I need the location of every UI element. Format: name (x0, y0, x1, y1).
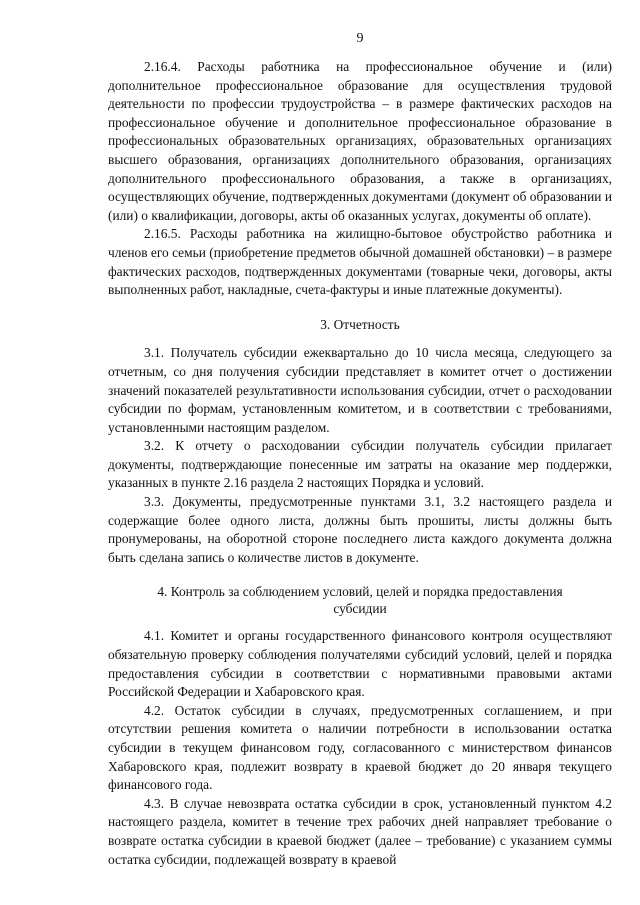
page-number: 9 (356, 31, 364, 46)
section-4-title-line2: субсидии (333, 601, 387, 617)
paragraph-3-2: 3.2. К отчету о расходовании субсидии получатель субсидии прилагает документы, подтверждающие понесенные им затраты на оказание мер поддержки, указанных в пункте 2.16 раздела 2 настоящих Порядка и условий. (108, 438, 612, 491)
section-4-title-line1: 4. Контроль за соблюдением условий, целей и порядка предоставления (157, 584, 563, 600)
paragraph-4-2: 4.2. Остаток субсидии в случаях, предусмотренных соглашением, и при отсутствии решения комитета о наличии потребности в использовании остатка субсидии в текущем финансовом году, согласованного с министерством финансов Хабаровского края, подлежит возврату в краевой бюджет до 20 января текущего финансового года. (108, 702, 612, 793)
section-3-title: 3. Отчетность (320, 316, 400, 332)
paragraph-4-1: 4.1. Комитет и органы государственного финансового контроля осуществляют обязательную проверку соблюдения получателями субсидий условий, целей и порядка предоставления субсидии в соответствии с нормативными правовыми актами Российской Федерации и Хабаровского края. (108, 628, 612, 700)
paragraph-3-1: 3.1. Получатель субсидии ежеквартально до 10 числа месяца, следующего за отчетным, со дня получения субсидии представляет в комитет отчет о достижении значений показателей результативности использования субсидии, отчет о расходовании субсидии по формам, установленным комитетом, и в соответствии с требованиями, установленными настоящим разделом. (108, 345, 612, 435)
paragraph-2-16-4: 2.16.4. Расходы работника на профессиональное обучение и (или) дополнительное профессиональное образование для осуществления трудовой деятельности по профессии трудоустройства – в размере фактических расходов на профессиональное обучение и дополнительное профессиональное образование в профессиональных образовательных организациях, образовательных организациях высшего образования, организациях дополнительного образования, организациях дополнительного профессионального образования, а также в организациях, осуществляющих обучение, подтвержденных документами (документ об образовании и (или) о квалификации, договоры, акты об оказанных услугах, документы об оплате). (108, 59, 612, 223)
section-4-title (108, 583, 612, 617)
paragraph-3-3: 3.3. Документы, предусмотренные пунктами 3.1, 3.2 настоящего раздела и содержащие более одного листа, должны быть прошиты, листы должны быть пронумерованы, на оборотной стороне последнего листа каждого документа должна быть сделана запись о количестве листов в документе. (108, 494, 612, 565)
paragraph-2-16-5: 2.16.5. Расходы работника на жилищно-бытовое обустройство работника и членов его семьи (приобретение предметов обычной домашней обстановки) – в размере фактических расходов, подтвержденных документами (товарные чеки, договоры, акты выполненных работ, накладные, счета-фактуры и иные платежные документы). (108, 226, 612, 298)
paragraph-4-3: 4.3. В случае невозврата остатка субсидии в срок, установленный пунктом 4.2 настоящего раздела, комитет в течение трех рабочих дней направляет требование о возврате остатка субсидии в краевой бюджет (далее – требование) с указанием суммы остатка субсидии, подлежащей возврату в краевой (108, 795, 612, 867)
